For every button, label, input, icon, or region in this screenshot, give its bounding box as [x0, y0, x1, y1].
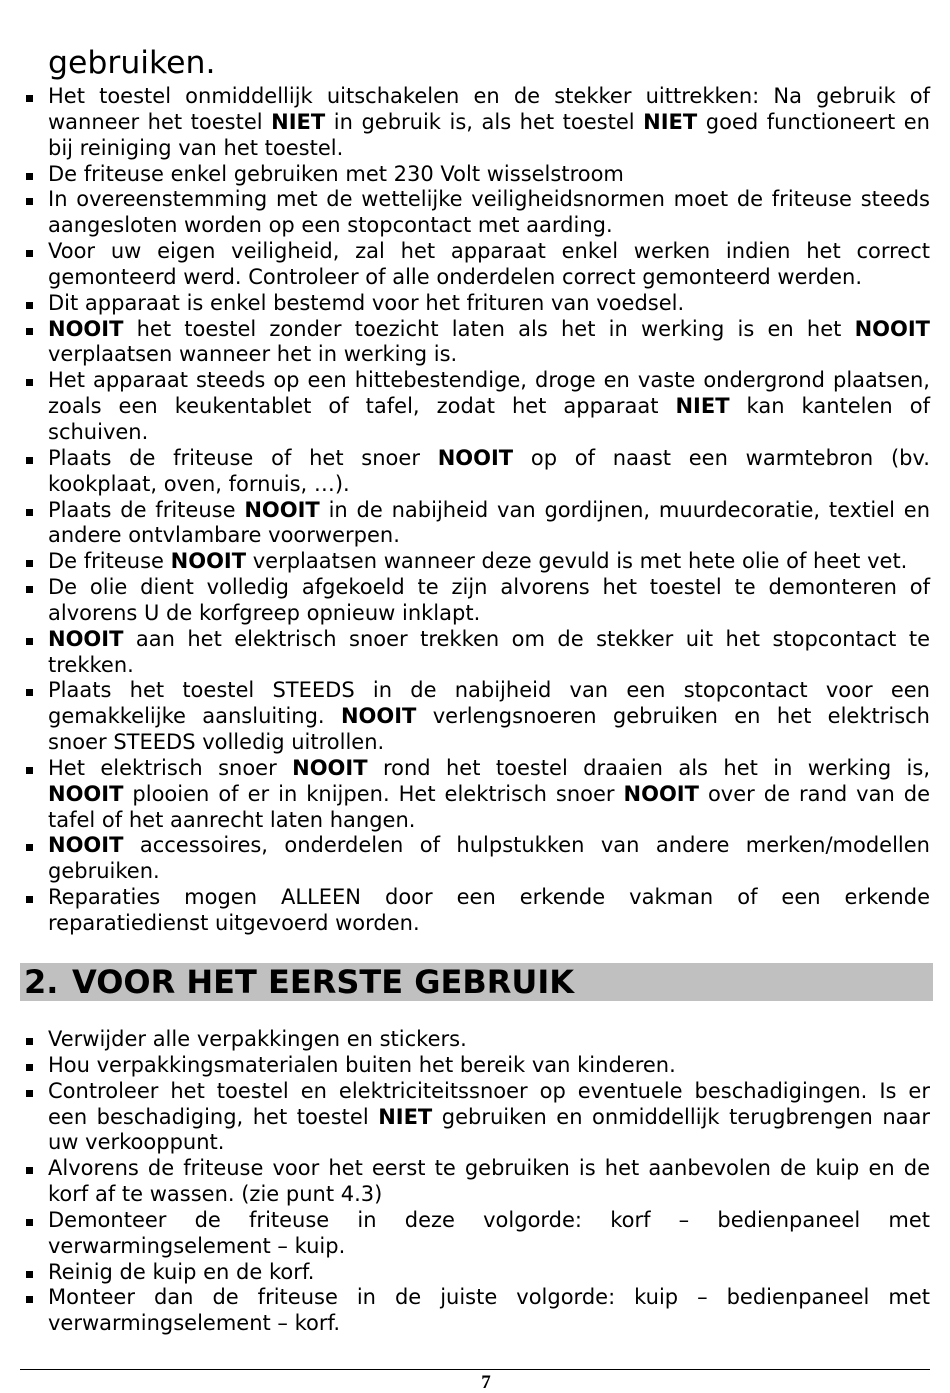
page-number: 7	[481, 1372, 491, 1393]
list-item-line	[48, 885, 930, 911]
list-item-line	[48, 213, 930, 239]
text-run: Controleer het toestel en elektriciteitssnoer op eventuele beschadigingen. Is er	[48, 1078, 930, 1103]
bullet-icon	[26, 1038, 33, 1045]
bullet-icon	[26, 328, 33, 335]
list-item	[48, 575, 930, 627]
list-item	[48, 162, 930, 188]
text-run: wanneer het toestel	[48, 109, 272, 134]
section-number: 2.	[24, 963, 59, 1001]
list-item-line	[48, 859, 930, 885]
bullet-icon	[26, 896, 33, 903]
bullet-icon	[26, 198, 33, 205]
list-item-line	[48, 136, 930, 162]
list-item	[48, 84, 930, 162]
section-title: VOOR HET EERSTE GEBRUIK	[72, 963, 575, 1001]
list-item	[48, 678, 930, 756]
list-item-line	[48, 291, 930, 317]
text-run: accessoires, onderdelen of hulpstukken van andere merken/modellen	[123, 833, 930, 858]
text-run: Hou verpakkingsmaterialen buiten het bereik van kinderen.	[48, 1052, 676, 1077]
list-item-line	[48, 1053, 930, 1079]
text-run: De olie dient volledig afgekoeld te zijn alvorens het toestel te demonteren of	[48, 575, 930, 600]
list-item	[48, 885, 930, 937]
text-run: trekken.	[48, 652, 134, 677]
list-item-line	[48, 782, 930, 808]
text-run: Alvorens de friteuse voor het eerst te gebruiken is het aanbevolen de kuip en de	[48, 1156, 930, 1181]
list-item-line	[48, 1027, 930, 1053]
list-item-line	[48, 756, 930, 782]
text-run: op of naast een warmtebron (bv.	[513, 445, 930, 470]
bullet-icon	[26, 689, 33, 696]
list-item-line	[48, 833, 930, 859]
list-item-line	[48, 653, 930, 679]
bullet-icon	[26, 1167, 33, 1174]
list-item-line	[48, 627, 930, 653]
list-item-line	[48, 472, 930, 498]
text-run: Verwijder alle verpakkingen en stickers.	[48, 1027, 467, 1051]
text-run: zoals een keukentablet of tafel, zodat het apparaat	[48, 394, 676, 419]
list-item-line	[48, 523, 930, 549]
emphasis-text: NOOIT	[48, 833, 124, 858]
text-run: kookplaat, oven, fornuis, …).	[48, 471, 350, 496]
bullet-icon	[26, 509, 33, 516]
list-item	[48, 498, 930, 550]
list-item-line	[48, 265, 930, 291]
text-run: in de nabijheid van gordijnen, muurdecoratie, textiel en	[319, 497, 930, 522]
text-run: bij reiniging van het toestel.	[48, 135, 344, 160]
text-run: in gebruik is, als het toestel	[325, 109, 644, 134]
bullet-icon	[26, 379, 33, 386]
list-item-line	[48, 1285, 930, 1311]
emphasis-text: NOOIT	[48, 626, 124, 651]
text-run: Reparaties mogen ALLEEN door een erkende vakman of een erkende	[48, 885, 930, 910]
text-run: een beschadiging, het toestel	[48, 1104, 379, 1129]
text-run: snoer STEEDS volledig uitrollen.	[48, 730, 385, 755]
emphasis-text: NIET	[675, 394, 730, 419]
list-item-line	[48, 84, 930, 110]
list-item-line	[48, 730, 930, 756]
text-run: De friteuse enkel gebruiken met 230 Volt wisselstroom	[48, 161, 624, 186]
text-run: Dit apparaat is enkel bestemd voor het frituren van voedsel.	[48, 290, 685, 315]
list-item	[48, 291, 930, 317]
list-item-line	[48, 1260, 930, 1286]
bullet-icon	[26, 767, 33, 774]
text-run: Plaats de friteuse	[48, 497, 245, 522]
text-run: aangesloten worden op een stopcontact met aarding.	[48, 213, 613, 238]
text-run: over de rand van de	[698, 781, 930, 806]
text-run: goed functioneert en	[697, 109, 930, 134]
text-run: rond het toestel draaien als het in werking is,	[367, 755, 930, 780]
text-run: verwarmingselement – kuip.	[48, 1233, 346, 1258]
bullet-icon	[26, 302, 33, 309]
text-run: gemakkelijke aansluiting.	[48, 704, 341, 729]
emphasis-text: NIET	[271, 109, 326, 134]
list-item-line	[48, 394, 930, 420]
list-item-line	[48, 601, 930, 627]
list-item	[48, 446, 930, 498]
list-item	[48, 549, 930, 575]
emphasis-text: NOOIT	[854, 316, 930, 341]
list-item-line	[48, 1130, 930, 1156]
list-item-line	[48, 342, 930, 368]
text-run: gebruiken en onmiddellijk terugbrengen naar	[432, 1104, 930, 1129]
list-item	[48, 317, 930, 369]
text-run: reparatiedienst uitgevoerd worden.	[48, 911, 420, 935]
list-item	[48, 187, 930, 239]
text-run: tafel of het aanrecht laten hangen.	[48, 807, 416, 832]
list-item-line	[48, 1234, 930, 1260]
text-run: In overeenstemming met de wettelijke veiligheidsnormen moet de friteuse steeds	[48, 187, 930, 212]
text-run: schuiven.	[48, 419, 149, 444]
text-run: verlengsnoeren gebruiken en het elektrisch	[416, 704, 930, 729]
bullet-icon	[26, 95, 33, 102]
list-item-line	[48, 110, 930, 136]
text-run: korf af te wassen. (zie punt 4.3)	[48, 1182, 383, 1207]
bullet-icon	[26, 586, 33, 593]
list-item-line	[48, 575, 930, 601]
emphasis-text: NOOIT	[48, 316, 124, 341]
text-run: gemonteerd werd. Controleer of alle onderdelen correct gemonteerd werden.	[48, 264, 863, 289]
text-run: andere ontvlambare voorwerpen.	[48, 523, 400, 548]
text-run: kan kantelen of	[729, 394, 930, 419]
text-run: plooien of er in knijpen. Het elektrisch snoer	[123, 781, 624, 806]
text-run: aan het elektrisch snoer trekken om de stekker uit het stopcontact te	[123, 626, 930, 651]
list-item	[48, 1260, 930, 1286]
list-item-line	[48, 1079, 930, 1105]
text-run: Demonteer de friteuse in deze volgorde: korf – bedienpaneel met	[48, 1207, 930, 1232]
emphasis-text: NOOIT	[244, 497, 320, 522]
list-item-line	[48, 446, 930, 472]
emphasis-text: NIET	[378, 1104, 433, 1129]
bullet-icon	[26, 560, 33, 567]
text-run: verplaatsen wanneer deze gevuld is met hete olie of heet vet.	[246, 549, 908, 574]
list-item-line	[48, 1208, 930, 1234]
text-run: Het elektrisch snoer	[48, 755, 293, 780]
bullet-icon	[26, 844, 33, 851]
emphasis-text: NOOIT	[623, 781, 699, 806]
text-run: uw verkooppunt.	[48, 1130, 225, 1155]
emphasis-text: NOOIT	[292, 755, 368, 780]
section-heading	[20, 963, 933, 1001]
list-item	[48, 1285, 930, 1337]
list-item-line	[48, 317, 930, 343]
list-item-line	[48, 1311, 930, 1337]
list-item-line	[48, 368, 930, 394]
list-item	[48, 1208, 930, 1260]
text-run: Het apparaat steeds op een hittebestendige, droge en vaste ondergrond plaatsen,	[48, 368, 930, 393]
list-item-line	[48, 911, 930, 937]
list-item-line	[48, 162, 930, 188]
text-run: Monteer dan de friteuse in de juiste volgorde: kuip – bedienpaneel met	[48, 1285, 930, 1310]
text-run: Reinig de kuip en de korf.	[48, 1259, 315, 1284]
bullet-icon	[26, 1271, 33, 1278]
text-run: Het toestel onmiddellijk uitschakelen en de stekker uittrekken: Na gebruik of	[48, 84, 930, 108]
first-use-list	[48, 1027, 930, 1337]
list-item-line	[48, 808, 930, 834]
bullet-icon	[26, 457, 33, 464]
list-item	[48, 239, 930, 291]
list-item-line	[48, 678, 930, 704]
bullet-icon	[26, 173, 33, 180]
list-item-line	[48, 1182, 930, 1208]
list-item	[48, 1156, 930, 1208]
continued-text: gebruiken.	[48, 45, 216, 81]
bullet-icon	[26, 638, 33, 645]
list-item-line	[48, 187, 930, 213]
list-item	[48, 1079, 930, 1157]
bullet-icon	[26, 1219, 33, 1226]
list-item	[48, 756, 930, 834]
emphasis-text: NOOIT	[340, 704, 417, 729]
list-item-line	[48, 498, 930, 524]
list-item	[48, 368, 930, 446]
list-item-line	[48, 239, 930, 265]
text-run: Voor uw eigen veiligheid, zal het apparaat enkel werken indien het correct	[48, 239, 930, 264]
list-item	[48, 1053, 930, 1079]
emphasis-text: NOOIT	[170, 549, 247, 574]
text-run: De friteuse	[48, 549, 171, 574]
list-item-line	[48, 704, 930, 730]
list-item-line	[48, 1156, 930, 1182]
text-run: het toestel zonder toezicht laten als het in werking is en het	[123, 316, 855, 341]
emphasis-text: NOOIT	[48, 781, 124, 806]
list-item	[48, 627, 930, 679]
text-run: verplaatsen wanneer het in werking is.	[48, 342, 458, 367]
bullet-icon	[26, 1296, 33, 1303]
bullet-icon	[26, 250, 33, 257]
list-item-line	[48, 1105, 930, 1131]
text-run: gebruiken.	[48, 859, 160, 884]
text-run: Plaats het toestel STEEDS in de nabijheid van een stopcontact voor een	[48, 678, 930, 703]
bullet-icon	[26, 1090, 33, 1097]
text-run: alvorens U de korfgreep opnieuw inklapt.	[48, 600, 481, 625]
bullet-icon	[26, 1064, 33, 1071]
list-item-line	[48, 420, 930, 446]
footer-rule	[20, 1369, 930, 1370]
text-run: Plaats de friteuse of het snoer	[48, 445, 438, 470]
list-item	[48, 1027, 930, 1053]
emphasis-text: NIET	[643, 109, 698, 134]
text-run: verwarmingselement – korf.	[48, 1311, 341, 1336]
list-item	[48, 833, 930, 885]
list-item-line	[48, 549, 930, 575]
safety-instructions-list	[48, 84, 930, 937]
emphasis-text: NOOIT	[437, 445, 514, 470]
